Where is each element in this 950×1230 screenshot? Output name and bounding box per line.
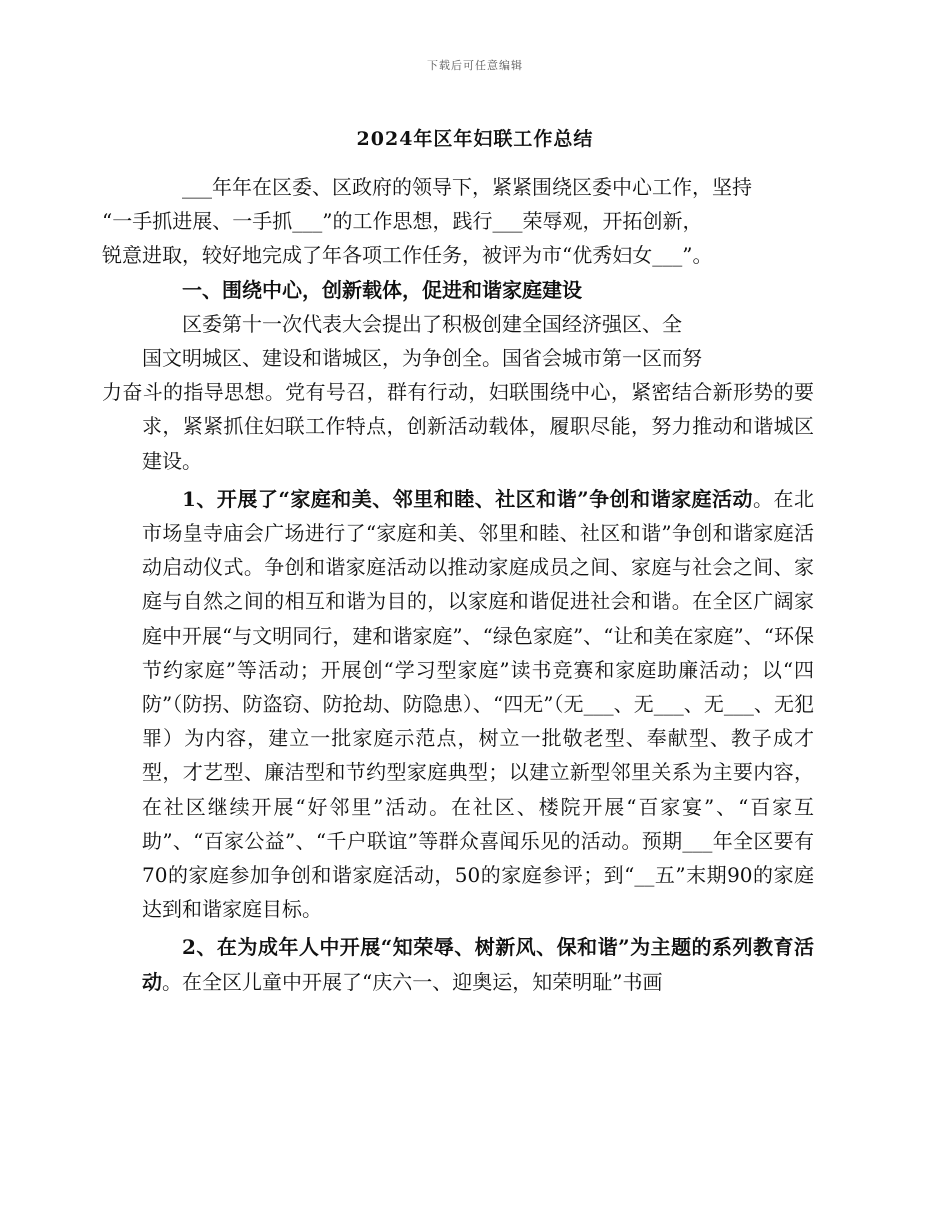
section1-line-1: 区委第十一次代表大会提出了积极创建全国经济强区、全	[182, 311, 682, 336]
header-note: 下载后可任意编辑	[427, 59, 523, 72]
intro-line-2	[102, 209, 702, 233]
section1-paragraph	[102, 307, 814, 478]
intro-line-3-text: 锐意进取，较好地完成了年各项工作任务，被评为市“优秀妇女___”。	[102, 243, 713, 268]
section1-rest	[102, 380, 814, 472]
intro-paragraph	[102, 170, 814, 273]
intro-line-1: ___年年在区委、区政府的领导下，紧紧围绕区委中心工作，坚持	[182, 175, 752, 199]
item2-text: 。在全区儿童中开展了“庆六一、迎奥运，知荣明耻”书画	[162, 969, 663, 994]
section1-line-2: 国文明城区、建设和谐城区，为争创全。国省会城市第一区而努	[142, 346, 702, 371]
item2-paragraph	[142, 930, 814, 998]
item2-heading: 2、在为成年人中开展“知荣辱、树新风、保和谐”为主题的系列教育活动	[142, 935, 814, 994]
document-title: 2024年区年妇联工作总结	[356, 128, 594, 150]
item1-text: 。在北市场皇寺庙会广场进行了“家庭和美、邻里和睦、社区和谐”争创和谐家庭活动启动仪式。争创和谐家庭活动以推动家庭成员之间、家庭与社会之间、家庭与自然之间的相互和谐为目的，以家庭和谐促进社会和谐。在全区广阔家庭中开展“与文明同行，建和谐家庭”、“绿色家庭”、“让和美在家庭”、“环保节约家庭”等活动；开展创“学习型家庭”读书竞赛和家庭助廉活动；以“四防”（防拐、防盗窃、防抢劫、防隐患）、“四无”（无___、无___、无___、无犯罪）为内容，建立一批家庭示范点，树立一批敬老型、奉献型、教子成才型，才艺型、廉洁型和节约型家庭典型；以建立新型邻里关系为主要内容，在社区继续开展“好邻里”活动。在社区、楼院开展“百家宴”、“百家互助”、“百家公益”、“千户联谊”等群众喜闻乐见的活动。预期___年全区要有70的家庭参加争创和谐家庭活动，50的家庭参评；到“__五”末期90的家庭达到和谐家庭目标。	[142, 486, 814, 922]
section-heading-1: 一、围绕中心，创新载体，促进和谐家庭建设	[182, 277, 582, 302]
intro-line-2-text: “一手抓进展、一手抓___”的工作思想，践行___荣辱观，开拓创新，	[102, 209, 703, 234]
document-body	[102, 170, 814, 999]
item1-heading: 1、开展了“家庭和美、邻里和睦、社区和谐”争创和谐家庭活动	[182, 486, 754, 511]
section1-rest-text: 力奋斗的指导思想。党有号召，群有行动，妇联围绕中心，紧密结合新形势的要求，紧紧抓住妇联工作特点，创新活动载体，履职尽能，努力推动和谐城区建设。	[102, 380, 814, 473]
item1-paragraph	[142, 482, 814, 927]
intro-line-3	[102, 243, 712, 267]
